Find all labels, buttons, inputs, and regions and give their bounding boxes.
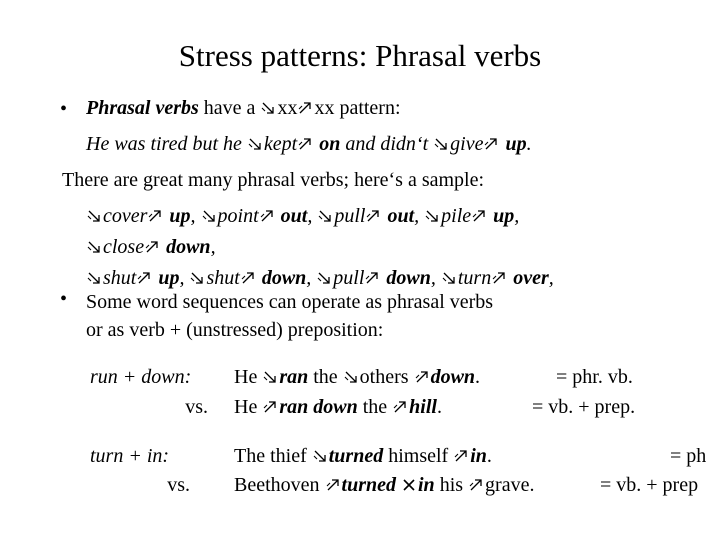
verb: pile [441,205,472,227]
example-sentence [234,446,492,466]
text: others [359,366,414,388]
rising-stress-mark-icon [241,271,255,285]
classification: = vb. + prep. [532,396,636,418]
verb: shut [103,267,137,289]
separator: , [179,267,190,289]
word: ran down [279,396,358,418]
particle: down [161,236,211,258]
rising-stress-mark-icon [366,209,380,223]
classification: = vb. + prep [600,474,699,496]
text: the [308,366,343,388]
rising-stress-mark-icon [484,137,498,151]
text: himself [383,445,454,467]
separator: , [430,267,441,289]
particle: in [470,445,487,467]
example-sentence [86,134,532,154]
verb: pull [334,205,366,227]
separator: , [548,267,554,289]
bullet-text: or as verb + (unstressed) preposition: [86,319,384,341]
falling-stress-mark-icon [442,271,456,285]
rising-stress-mark-icon [145,240,159,254]
bullet-text: Some word sequences can operate as phrasal verbs [86,291,494,313]
rising-stress-mark-icon [326,478,340,492]
example-sentence [234,367,480,387]
text: have a [198,97,261,119]
verb: pull [333,267,365,289]
sample-row [86,206,519,226]
word: ran [279,366,309,388]
bullet: • [60,98,68,120]
falling-stress-mark-icon [190,271,204,285]
example-label: turn + in: [90,445,170,467]
separator: , [210,236,216,258]
rising-stress-mark-icon [454,449,468,463]
particle: up [500,133,527,155]
falling-stress-mark-icon [344,370,358,384]
example-sentence [234,475,534,495]
example-label: run + down: [90,366,192,388]
word: turned [341,474,401,496]
sample-row [86,268,554,288]
particle: over [508,267,549,289]
verb: shut [206,267,240,289]
particle: down [381,267,431,289]
falling-stress-mark-icon [313,449,327,463]
text: He was tired but he [86,133,247,155]
text: He [234,366,263,388]
rising-stress-mark-icon [263,400,277,414]
word: turned [328,445,384,467]
separator: , [190,205,201,227]
text: The thief [234,445,312,467]
rising-stress-mark-icon [260,209,274,223]
falling-stress-mark-icon [425,209,439,223]
verb: close [103,236,145,258]
particle: out [382,205,415,227]
text: . [436,396,442,418]
rising-stress-mark-icon [472,209,486,223]
vs-label: vs. [185,396,208,418]
rising-stress-mark-icon [365,271,379,285]
falling-stress-mark-icon [248,137,262,151]
falling-stress-mark-icon [263,370,277,384]
level-stress-mark-icon [402,478,416,492]
rising-stress-mark-icon [298,137,312,151]
text: the [357,396,393,418]
word: hill [409,396,437,418]
rising-stress-mark-icon [469,478,483,492]
verb: turn [457,267,492,289]
falling-stress-mark-icon [87,209,101,223]
text: xx pattern: [314,97,401,119]
verb: cover [103,205,148,227]
falling-stress-mark-icon [87,240,101,254]
word: kept [263,133,298,155]
phrasal-verbs-definition [86,98,401,118]
rising-stress-mark-icon [298,101,312,115]
separator: , [306,267,317,289]
text: his [434,474,469,496]
page-title: Stress patterns: Phrasal verbs [178,38,542,73]
classification: = phr. vb. [556,366,633,388]
term: Phrasal verbs [86,97,199,119]
verb: point [217,205,259,227]
rising-stress-mark-icon [492,271,506,285]
text: He [234,396,263,418]
rising-stress-mark-icon [137,271,151,285]
rising-stress-mark-icon [148,209,162,223]
word: give [450,133,484,155]
example-sentence [234,397,442,417]
falling-stress-mark-icon [317,271,331,285]
separator: , [514,205,520,227]
separator: , [307,205,318,227]
falling-stress-mark-icon [318,209,332,223]
word: grave. [485,474,535,496]
vs-label: vs. [167,474,190,496]
separator: , [414,205,425,227]
text: . [475,366,481,388]
rising-stress-mark-icon [415,370,429,384]
text: Beethoven [234,474,325,496]
falling-stress-mark-icon [434,137,448,151]
particle: up [164,205,191,227]
word: in [418,474,435,496]
bullet: • [60,288,68,310]
sample-intro: There are great many phrasal verbs; here‘s a sample: [62,169,485,191]
particle: on [314,133,341,155]
falling-stress-mark-icon [202,209,216,223]
particle: out [275,205,308,227]
text: . [486,445,492,467]
sample-row [86,237,216,257]
text: . [526,133,532,155]
classification: = ph [670,445,707,467]
rising-stress-mark-icon [393,400,407,414]
falling-stress-mark-icon [261,101,275,115]
particle: up [488,205,515,227]
text: xx [277,97,298,119]
particle: down [256,267,307,289]
text: and didn‘t [340,133,434,155]
particle: up [153,267,180,289]
particle: down [430,366,476,388]
falling-stress-mark-icon [87,271,101,285]
